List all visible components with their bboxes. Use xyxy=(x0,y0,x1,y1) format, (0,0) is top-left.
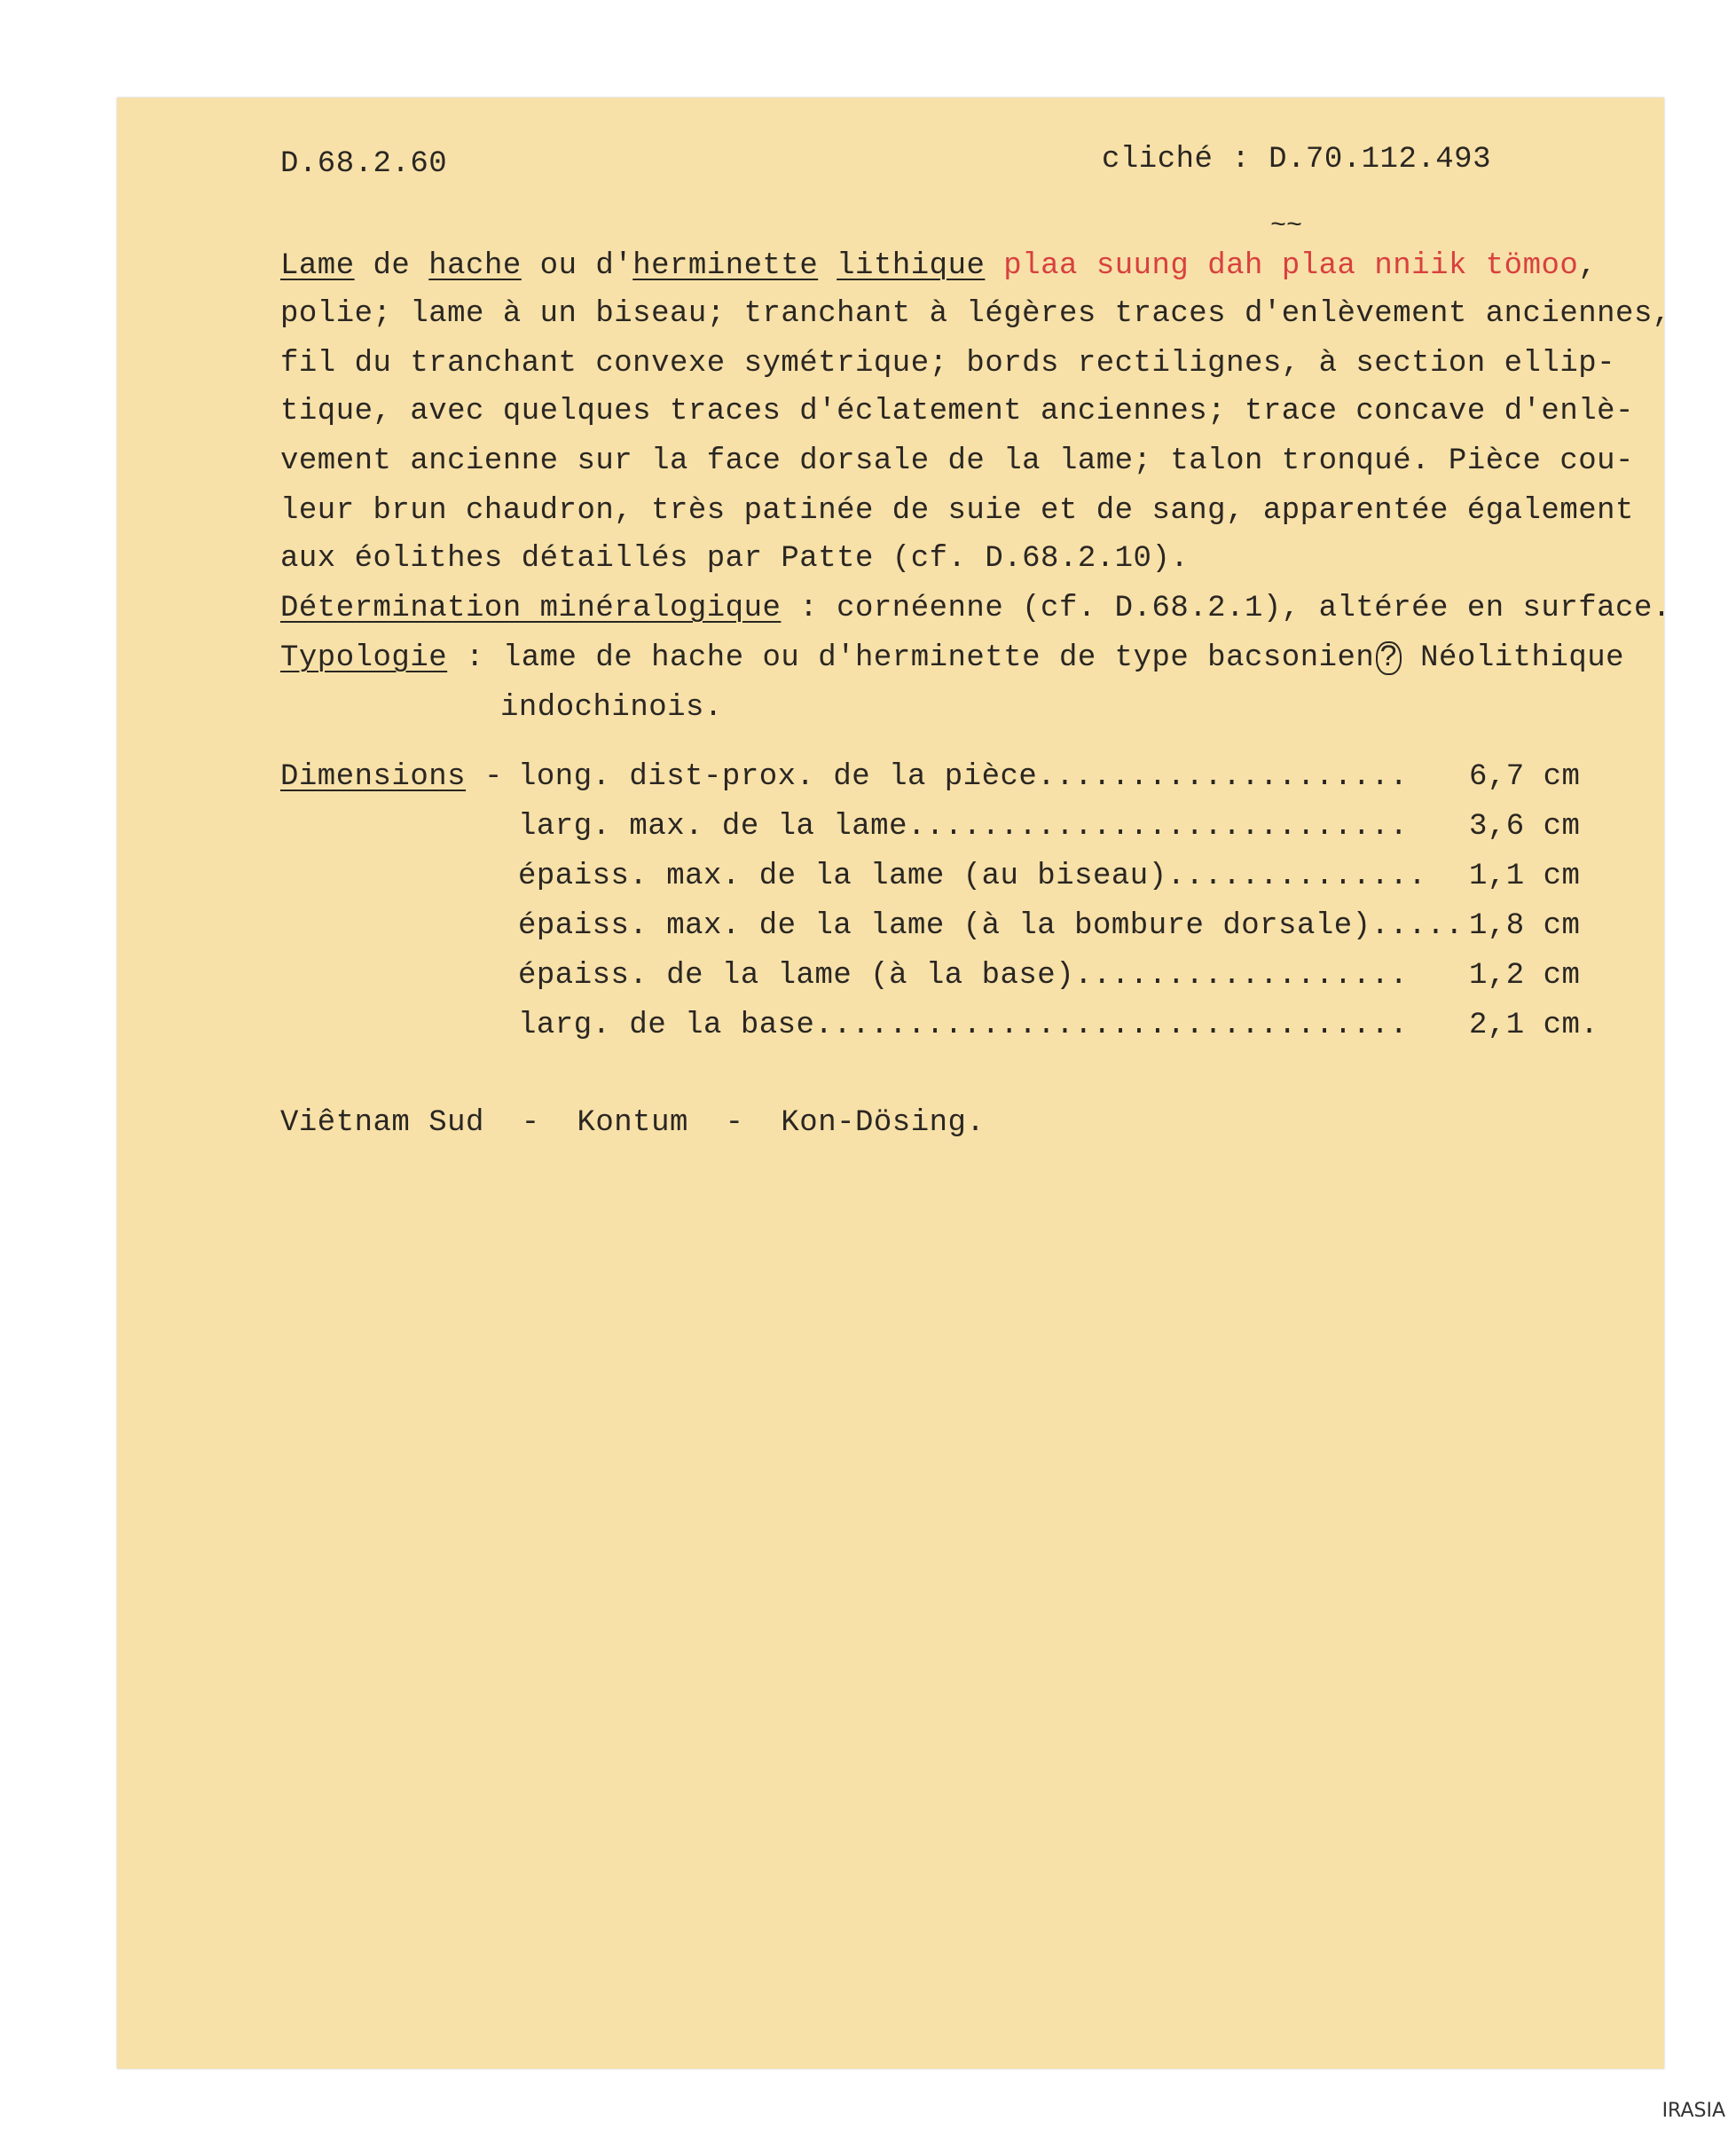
description-line: polie; lame à un biseau; tranchant à légères traces d'enlèvement anciennes, xyxy=(280,297,1671,331)
dimension-value: 1,1 cm xyxy=(1469,860,1581,893)
dimension-value: 2,1 cm. xyxy=(1469,1009,1599,1042)
dimensions-heading xyxy=(280,759,522,795)
title-word-lame: Lame xyxy=(280,249,355,283)
dimension-value: 3,6 cm xyxy=(1469,810,1581,844)
dimension-row: épaiss. max. de la lame (au biseau).............. xyxy=(518,860,1427,893)
dimensions-label: Dimensions xyxy=(280,760,467,794)
dimension-value: 1,8 cm xyxy=(1469,909,1581,943)
title-text: de xyxy=(354,249,429,283)
object-title xyxy=(280,248,1597,284)
watermark-label: IRASIA xyxy=(1661,2100,1725,2122)
title-word-hache: hache xyxy=(428,249,522,283)
typologie-text: : lame de hache ou d'herminette de type bacsonien xyxy=(447,641,1375,675)
document-sheet xyxy=(117,98,1671,2069)
determination-line xyxy=(280,591,1671,626)
title-text: ou d' xyxy=(521,249,633,283)
typologie-line-2: indochinois. xyxy=(500,691,723,725)
dimension-row: larg. de la base................................ xyxy=(518,1009,1409,1042)
description-line: leur brun chaudron, très patinée de suie et de sang, apparentée également xyxy=(280,494,1634,528)
title-text xyxy=(985,249,1003,283)
cliche-ref: cliché : D.70.112.493 xyxy=(1102,143,1491,177)
description-line: fil du tranchant convexe symétrique; bords rectilignes, à section ellip- xyxy=(280,347,1616,381)
inventory-ref: D.68.2.60 xyxy=(280,147,448,181)
dimension-value: 1,2 cm xyxy=(1469,959,1581,993)
determination-text: : cornéenne (cf. D.68.2.1), altérée en surface. xyxy=(781,592,1671,625)
title-text xyxy=(818,249,837,283)
dimension-row: épaiss. max. de la lame (à la bombure dorsale)..... xyxy=(518,909,1465,943)
vernacular-name: plaa suung dah plaa nniik tömoo xyxy=(1003,249,1579,283)
title-text: , xyxy=(1578,249,1598,283)
location-line: Viêtnam Sud - Kontum - Kon-Dösing. xyxy=(280,1106,986,1140)
dimensions-dash: - xyxy=(466,760,522,794)
question-mark-annotation: ? xyxy=(1376,641,1402,675)
tilde-marks: ~~ xyxy=(1270,211,1303,241)
determination-label: Détermination minéralogique xyxy=(280,592,782,625)
typologie-text-2: Néolithique xyxy=(1402,641,1625,675)
typologie-label: Typologie xyxy=(280,641,448,675)
title-word-lithique: lithique xyxy=(837,249,986,283)
dimension-row: larg. max. de la lame........................... xyxy=(518,810,1409,844)
title-word-herminette: herminette xyxy=(632,249,819,283)
dimension-row: épaiss. de la lame (à la base).................. xyxy=(518,959,1409,993)
description-line: tique, avec quelques traces d'éclatement anciennes; trace concave d'enlè- xyxy=(280,395,1634,428)
description-line: vement ancienne sur la face dorsale de la lame; talon tronqué. Pièce cou- xyxy=(280,444,1634,478)
typologie-line xyxy=(280,640,1624,676)
dimension-row: long. dist-prox. de la pièce.................... xyxy=(518,760,1409,794)
description-line: aux éolithes détaillés par Patte (cf. D.68.2.10). xyxy=(280,542,1190,576)
dimension-value: 6,7 cm xyxy=(1469,760,1581,794)
